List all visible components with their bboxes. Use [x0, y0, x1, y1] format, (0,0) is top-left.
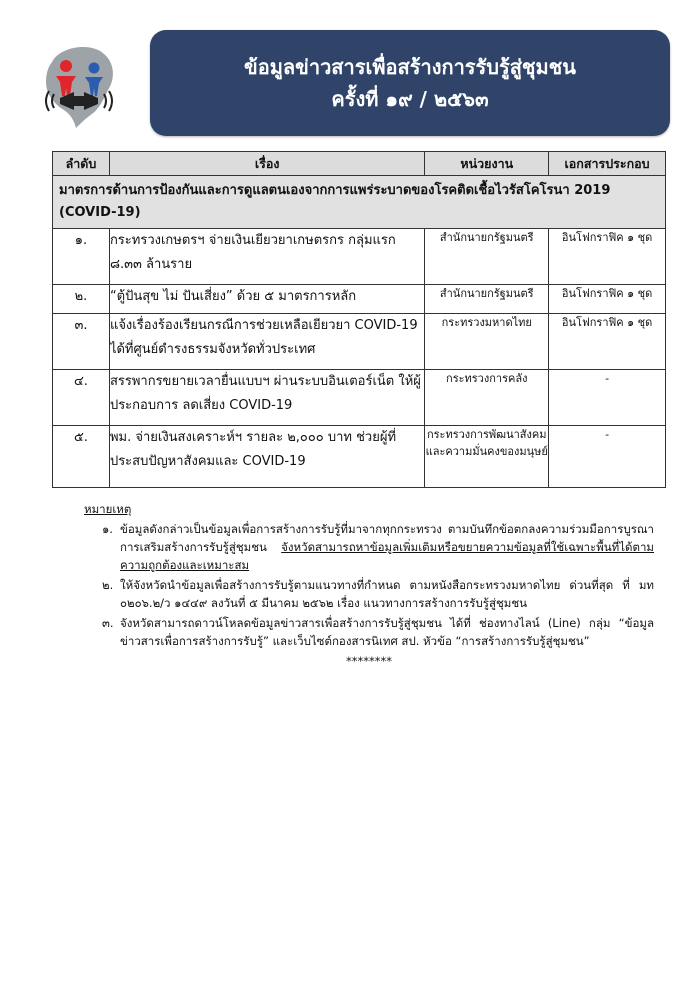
row-agency: กระทรวงการคลัง — [425, 370, 549, 426]
row-agency: กระทรวงการพัฒนาสังคมและความมั่นคงของมนุษย์ — [425, 426, 549, 488]
row-doc: อินโฟกราฟิค ๑ ชุด — [549, 285, 666, 314]
note-text: จังหวัดสามารถดาวน์โหลดข้อมูลข่าวสารเพื่อสร้างการรับรู้สู่ชุมชน ได้ที่ ช่องทางไลน์ (Line) กลุ่ม “ข้อมูลข่าวสารเพื่อการสร้างการรับรู้” และเว็บไซต์กองสารนิเทศ สป. หัวข้อ “การสร้างการรับรู้สู่ชุมชน” — [120, 616, 654, 648]
row-doc: อินโฟกราฟิค ๑ ชุด — [549, 229, 666, 285]
row-topic: “ตู้ปันสุข ไม่ ปันเสี่ยง” ด้วย ๕ มาตรการหลัก — [109, 285, 424, 314]
row-agency: กระทรวงมหาดไทย — [425, 314, 549, 370]
row-topic: สรรพากรขยายเวลายื่นแบบฯ ผ่านระบบอินเตอร์เน็ต ให้ผู้ประกอบการ ลดเสี่ยง COVID-19 — [109, 370, 424, 426]
table-header-row — [53, 152, 666, 176]
note-item — [84, 520, 654, 574]
note-number: ๒. — [102, 578, 114, 592]
header-agency: หน่วยงาน — [425, 152, 549, 176]
note-item — [84, 576, 654, 612]
row-number: ๔. — [53, 370, 110, 426]
table-row — [53, 285, 666, 314]
table-row — [53, 314, 666, 370]
notes-section — [84, 500, 654, 670]
table-row — [53, 426, 666, 488]
row-agency: สำนักนายกรัฐมนตรี — [425, 285, 549, 314]
note-item — [84, 614, 654, 650]
title-line-2: ครั้งที่ ๑๙ / ๒๕๖๓ — [331, 87, 489, 111]
note-underlined-text: จังหวัดสามารถหาข้อมูลเพิ่มเติมหรือขยายความข้อมูลที่ใช้เฉพาะพื้นที่ได้ตามความถูกต้องและเหมาะสม — [120, 540, 654, 572]
row-doc: - — [549, 370, 666, 426]
row-number: ๓. — [53, 314, 110, 370]
header-topic: เรื่อง — [109, 152, 424, 176]
row-number: ๕. — [53, 426, 110, 488]
note-number: ๓. — [102, 616, 114, 630]
title-line-1: ข้อมูลข่าวสารเพื่อสร้างการรับรู้สู่ชุมชน — [244, 55, 576, 79]
note-text: ข้อมูลดังกล่าวเป็นข้อมูลเพื่อการสร้างการรับรู้ที่มาจากทุกกระทรวง ตามบันทึกข้อตกลงความร่วมมือการบูรณาการเสริมสร้างการรับรู้สู่ชุมชน — [120, 522, 654, 554]
title-banner — [150, 30, 670, 136]
table-row — [53, 370, 666, 426]
table-row — [53, 229, 666, 285]
section-row — [53, 176, 666, 229]
end-mark: ******** — [346, 654, 392, 668]
row-doc: - — [549, 426, 666, 488]
row-number: ๑. — [53, 229, 110, 285]
header-doc: เอกสารประกอบ — [549, 152, 666, 176]
section-title: มาตรการด้านการป้องกันและการดูแลตนเองจากการแพร่ระบาดของโรคติดเชื้อไวรัสโคโรนา 2019 (COVID-19) — [53, 176, 666, 229]
row-topic: พม. จ่ายเงินสงเคราะห์ฯ รายละ ๒,๐๐๐ บาท ช่วยผู้ที่ประสบปัญหาสังคมและ COVID-19 — [109, 426, 424, 488]
row-agency: สำนักนายกรัฐมนตรี — [425, 229, 549, 285]
note-text: ให้จังหวัดนำข้อมูลเพื่อสร้างการรับรู้ตามแนวทางที่กำหนด ตามหนังสือกระทรวงมหาดไทย ด่วนที่สุด ที่ มท ๐๒๐๖.๒/ว ๑๔๔๙ ลงวันที่ ๕ มีนาคม ๒๕๖๒ เรื่อง แนวทางการสร้างการรับรู้สู่ชุมชน — [120, 578, 654, 610]
organization-logo — [30, 36, 128, 134]
row-topic: กระทรวงเกษตรฯ จ่ายเงินเยียวยาเกษตรกร กลุ่มแรก ๘.๓๓ ล้านราย — [109, 229, 424, 285]
row-topic: แจ้งเรื่องร้องเรียนกรณีการช่วยเหลือเยียวยา COVID-19 ได้ที่ศูนย์ดำรงธรรมจังหวัดทั่วประเทศ — [109, 314, 424, 370]
note-number: ๑. — [102, 522, 113, 536]
header-no: ลำดับ — [53, 152, 110, 176]
row-number: ๒. — [53, 285, 110, 314]
news-table — [52, 151, 666, 488]
notes-heading: หมายเหตุ — [84, 502, 132, 516]
row-doc: อินโฟกราฟิค ๑ ชุด — [549, 314, 666, 370]
